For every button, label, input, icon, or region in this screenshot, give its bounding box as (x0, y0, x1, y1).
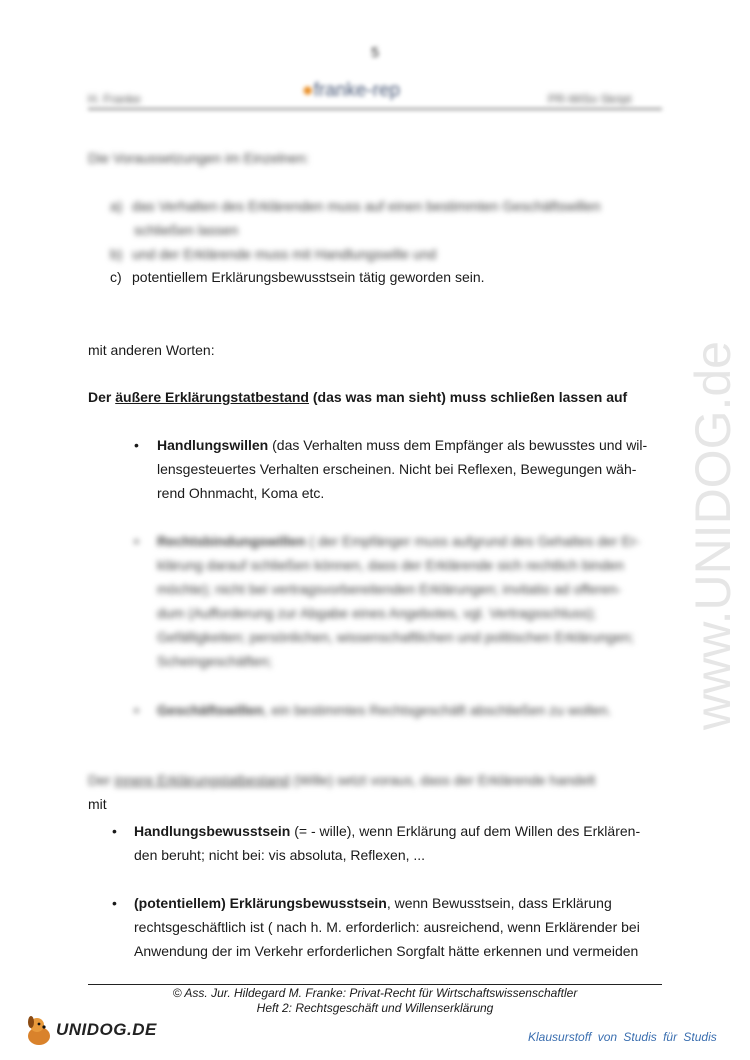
intro-text: Die Voraussetzungen im Einzelnen: (88, 150, 310, 166)
bullet-line: Scheingeschäften; (157, 653, 273, 669)
bullet-line: klärung darauf schließen können, dass der Erklärende sich rechtlich binden (157, 557, 624, 573)
header-logo-text: franke-rep (313, 80, 401, 101)
list-marker: a) (110, 198, 123, 214)
footer-copyright: © Ass. Jur. Hildegard M. Franke: Privat-Recht für Wirtschaftswissenschaftler (172, 986, 578, 1000)
unidog-brand: UNIDOG.DE (56, 1020, 157, 1039)
list-text: das Verhalten des Erklärenden muss auf einen bestimmten Geschäftswillen (132, 198, 601, 214)
watermark (642, 282, 750, 732)
bullet-icon: • (134, 437, 139, 453)
bullet-term: Geschäftswillen (157, 702, 264, 718)
list-marker: c) (110, 269, 122, 285)
bullet-term: Rechtsbindungswillen (157, 533, 306, 549)
dog-icon (22, 1014, 56, 1048)
header-logo (302, 80, 400, 102)
bullet-text: (= - wille), wenn Erklärung auf dem Willen des Erklären- (290, 823, 641, 839)
heading-underlined: innere Erklärungstatbestand (114, 772, 290, 788)
bullet-line (157, 698, 662, 722)
list-item-a-cont: schließen lassen (134, 222, 239, 238)
bullet-line (157, 529, 662, 553)
heading-post: (Wille) setzt voraus, dass der Erklärende handelt (289, 772, 596, 788)
bullet-line: rend Ohnmacht, Koma etc. (157, 485, 325, 501)
bullet-term: Handlungsbewusstsein (134, 823, 291, 839)
list-text: potentiellem Erklärungsbewusstsein tätig geworden sein. (132, 269, 485, 285)
heading-underlined: äußere Erklärungstatbestand (115, 389, 309, 405)
bullet-line: dum (Aufforderung zur Abgabe eines Angebotes, vgl. Vertragsschluss); (157, 605, 597, 621)
bullet-line (134, 819, 664, 843)
bullet-line: möchte); nicht bei vertragsvorbereitenden Erklärungen; invitatio ad offeren- (157, 581, 622, 597)
innere-heading (88, 768, 668, 792)
header-course: PR-WiSo Skript (548, 92, 632, 106)
heading-pre: Der (88, 772, 115, 788)
bullet-term: (potentiellem) Erklärungsbewusstsein (134, 895, 387, 911)
list-item-b (110, 242, 436, 266)
bullet-line: rechtsgeschäftlich ist ( nach h. M. erforderlich: ausreichend, wenn Erklärender bei (134, 919, 640, 935)
logo-mark-icon: ● (302, 80, 314, 101)
bullet-text: (das Verhalten muss dem Empfänger als bewusstes und wil- (272, 437, 648, 453)
bullet-line: lensgesteuertes Verhalten erscheinen. Nicht bei Reflexen, Bewegungen wäh- (157, 461, 637, 477)
footer-booklet: Heft 2: Rechtsgeschäft und Willenserklärung (256, 1001, 494, 1015)
bullet-text: , ein bestimmtes Rechtsgeschäft abschließen zu wollen. (263, 702, 612, 718)
tagline: Klausurstoff von Studis für Studis (528, 1030, 717, 1044)
bullet-text: ( der Empfänger muss aufgrund des Gehaltes der Er- (309, 533, 641, 549)
list-text: und der Erklärende muss mit Handlungswille und (132, 246, 437, 262)
heading-post: (das was man sieht) muss schließen lassen auf (308, 389, 628, 405)
bullet-icon: • (134, 533, 139, 549)
bullet-line: Anwendung der im Verkehr erforderlichen Sorgfalt hätte erkennen und vermeiden (134, 943, 639, 959)
bullet-line (134, 891, 664, 915)
innere-mit: mit (88, 796, 107, 812)
bullet-line (157, 433, 662, 457)
bullet-icon: • (112, 895, 117, 911)
page-number: 5 (371, 44, 379, 60)
header-rule (88, 108, 662, 110)
bullet-icon: • (112, 823, 117, 839)
bullet-icon: • (134, 702, 139, 718)
watermark-text: www.UNIDOG.de (685, 341, 741, 730)
header-author: H. Franke (88, 92, 141, 106)
bullet-term: Handlungswillen (157, 437, 269, 453)
list-item-a (110, 194, 600, 218)
mit-anderen-worten: mit anderen Worten: (88, 342, 215, 358)
heading-pre: Der (88, 389, 116, 405)
list-item-c (110, 265, 485, 289)
list-marker: b) (110, 246, 123, 262)
footer-rule (88, 984, 662, 985)
bullet-line: den beruht; nicht bei: vis absoluta, Reflexen, ... (134, 847, 426, 863)
bullet-text: , wenn Bewusstsein, dass Erklärung (386, 895, 612, 911)
aeussere-heading (88, 385, 627, 409)
bullet-line: Gefälligkeiten; persönlichen, wissenschaftlichen und politischen Erklärungen; (157, 629, 635, 645)
